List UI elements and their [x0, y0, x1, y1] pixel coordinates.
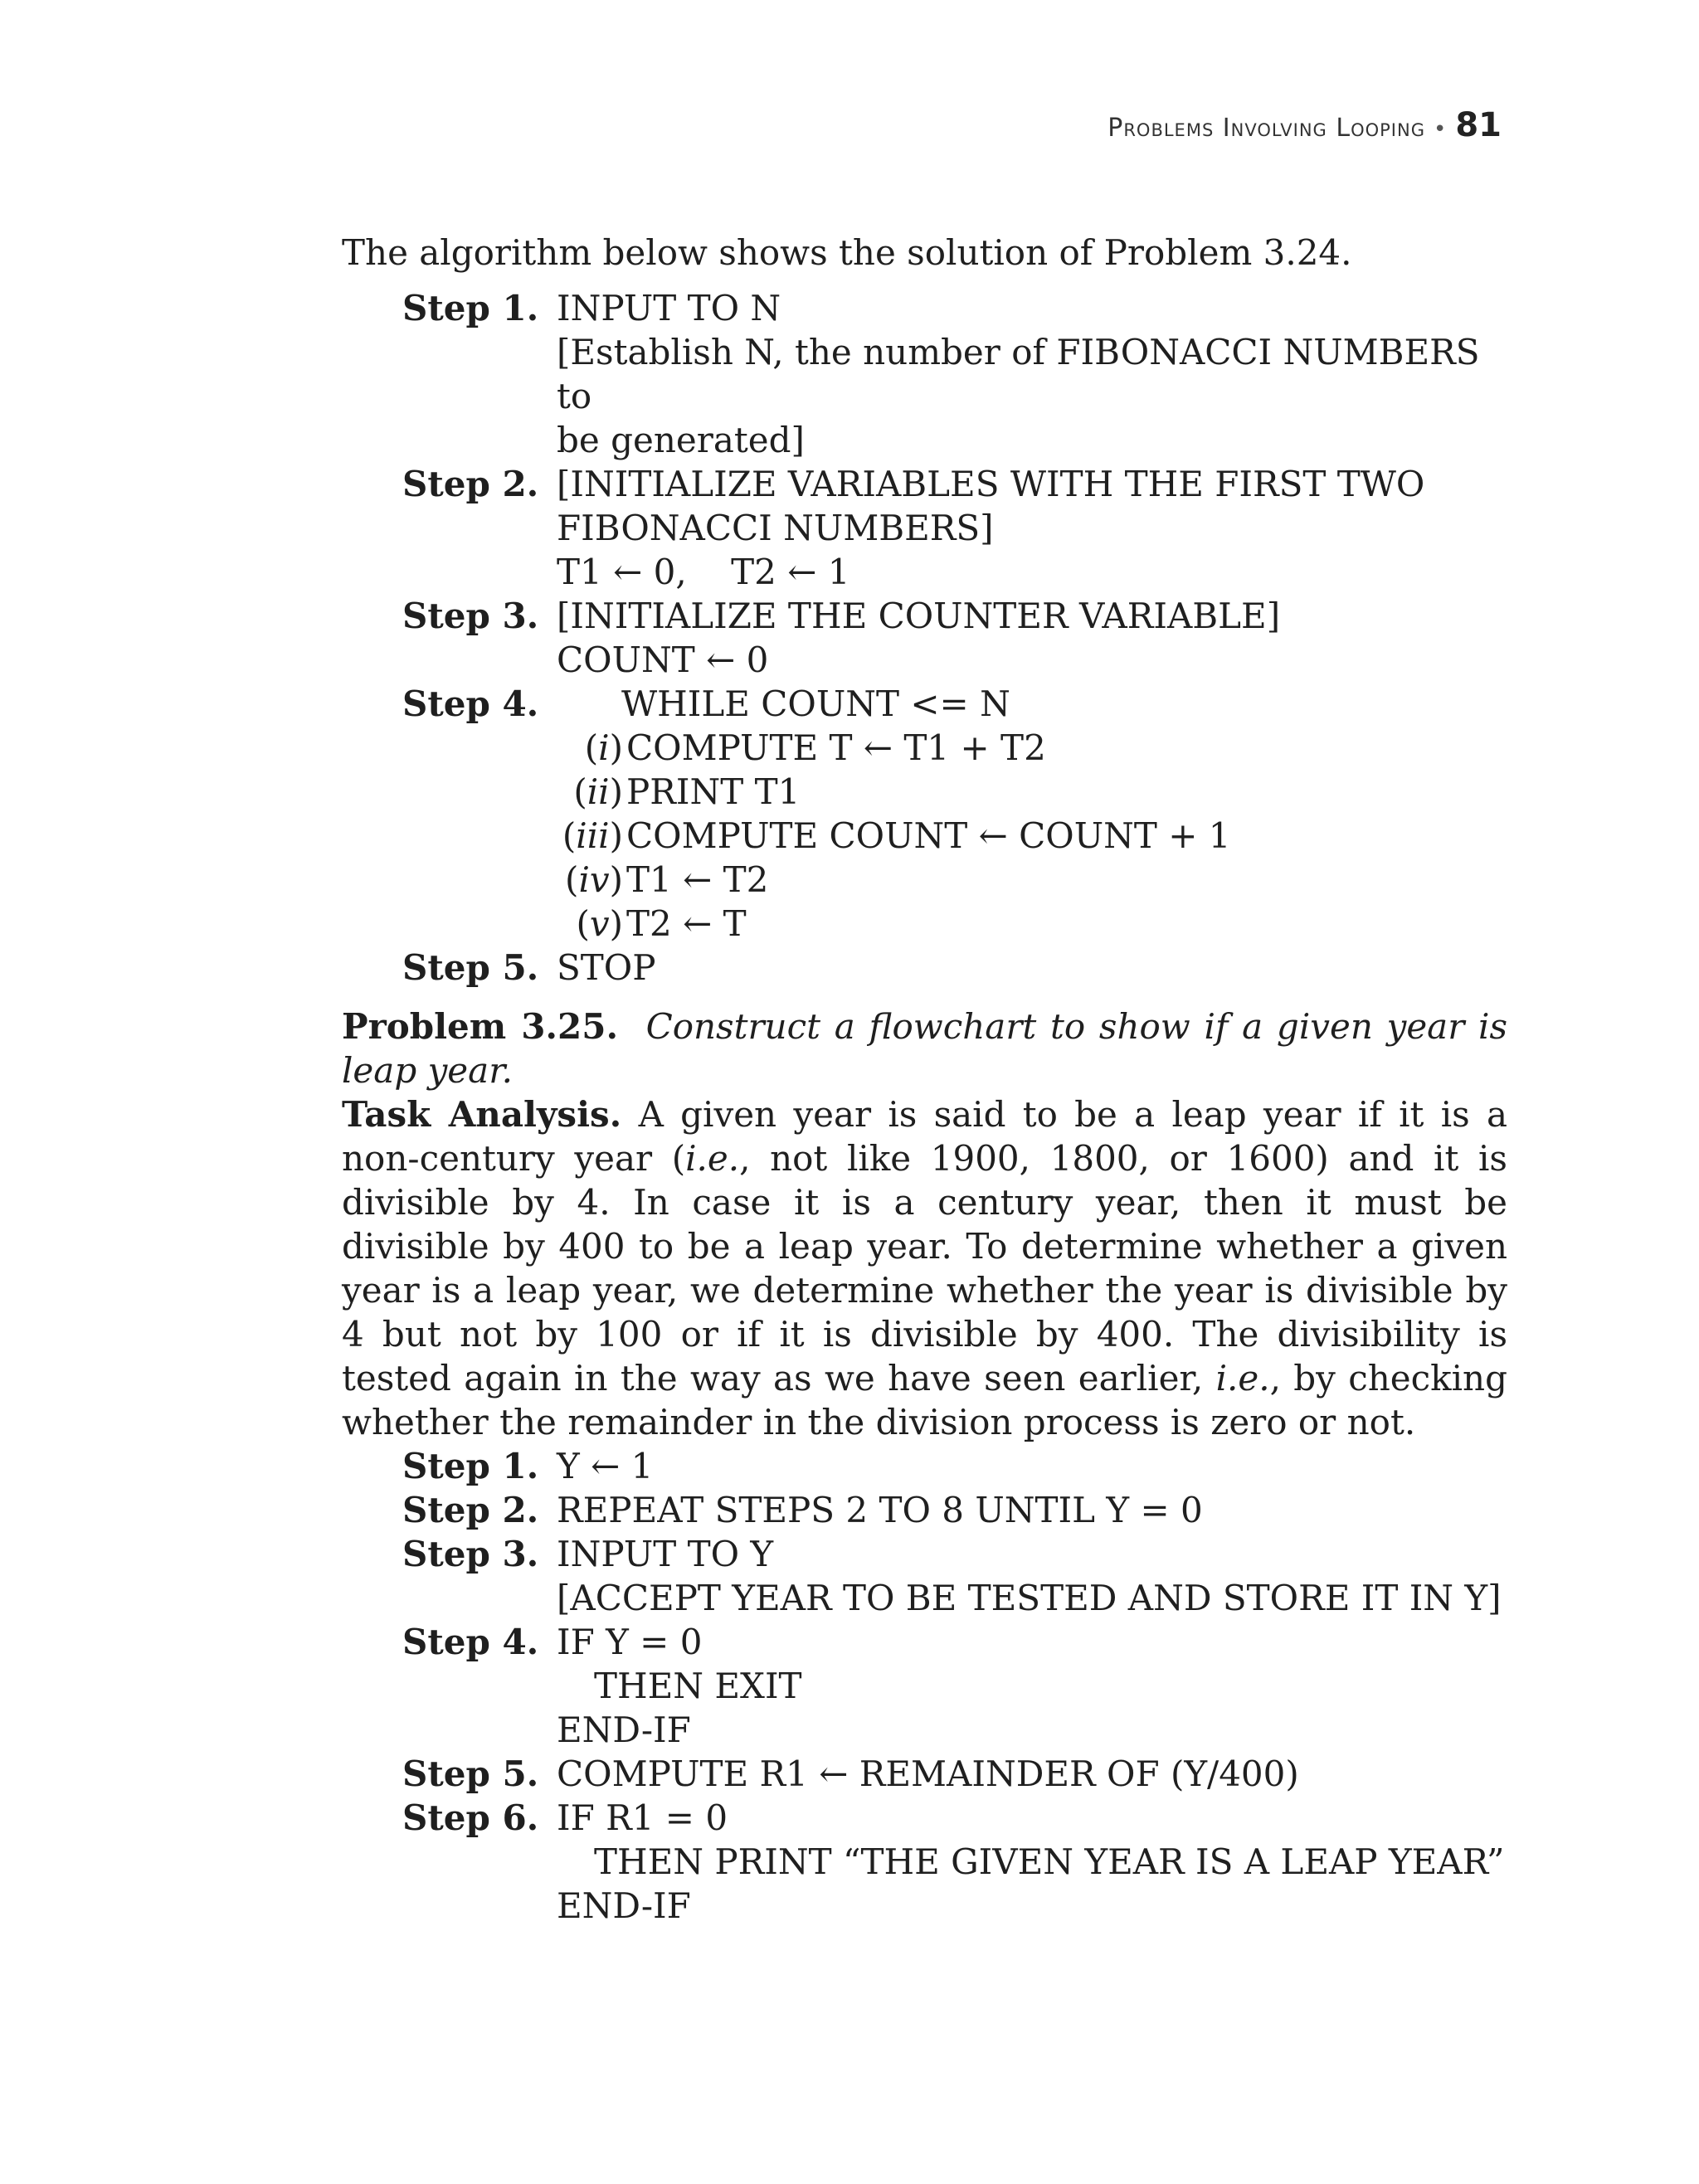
- step-line: END-IF: [557, 1885, 691, 1926]
- problem-label: Problem 3.25.: [342, 1006, 619, 1047]
- step-label: Step 3.: [402, 596, 539, 636]
- step-line: [Establish N, the number of FIBONACCI NUMBERS to: [557, 332, 1480, 416]
- ie-abbrev: i.e.: [1215, 1358, 1270, 1398]
- while-line: WHILE COUNT <= N: [621, 683, 1010, 724]
- algo1-step-1: [402, 286, 1507, 462]
- sub-step-text: PRINT T1: [626, 771, 801, 812]
- sub-step-marker: (i): [584, 727, 623, 768]
- step-label: Step 4.: [402, 683, 539, 724]
- sub-step: [557, 726, 1507, 770]
- step-label: Step 2.: [402, 464, 539, 504]
- step-line: FIBONACCI NUMBERS]: [557, 508, 994, 548]
- algo2-step-5: [402, 1752, 1507, 1796]
- step-label: Step 6.: [402, 1797, 539, 1838]
- running-head: [1108, 106, 1502, 144]
- step-line: Y ← 1: [557, 1446, 654, 1486]
- roman-numeral: v: [589, 903, 610, 944]
- sub-step-text: COMPUTE T ← T1 + T2: [626, 727, 1046, 768]
- task-text: , by checking whether the remainder in the division process is zero or not.: [342, 1358, 1507, 1442]
- algo2-step-1: [402, 1444, 1507, 1488]
- step-line: IF Y = 0: [557, 1622, 703, 1662]
- roman-numeral: i: [598, 727, 610, 768]
- step-text: [557, 1796, 1507, 1928]
- step-text: [557, 286, 1507, 462]
- intro-paragraph: The algorithm below shows the solution of Problem 3.24.: [342, 232, 1352, 273]
- algo1-step-2: [402, 462, 1507, 594]
- step-label: Step 3.: [402, 1534, 539, 1574]
- sub-step-marker: (v): [576, 903, 623, 944]
- step-label: Step 1.: [402, 288, 539, 328]
- running-title: Problems Involving Looping: [1108, 114, 1425, 143]
- page-number: 81: [1455, 106, 1502, 144]
- step-line: INPUT TO N: [557, 288, 781, 328]
- step-text: [557, 1488, 1507, 1532]
- step-line: INPUT TO Y: [557, 1534, 774, 1574]
- step-line: be generated]: [557, 420, 805, 460]
- step-text: [557, 1752, 1507, 1796]
- step-text: [557, 594, 1507, 682]
- step-label: Step 4.: [402, 1622, 539, 1662]
- step-line: THEN EXIT: [594, 1666, 802, 1706]
- task-analysis-paragraph: [342, 1092, 1507, 1444]
- algo1-step-4: [402, 682, 1507, 946]
- task-analysis-label: Task Analysis.: [342, 1094, 622, 1135]
- sub-step-text: T1 ← T2: [626, 859, 769, 900]
- step-line: REPEAT STEPS 2 TO 8 UNTIL Y = 0: [557, 1490, 1203, 1530]
- step-text: [557, 1444, 1507, 1488]
- sub-step: [557, 770, 1507, 814]
- step-text: [557, 462, 1507, 594]
- algo1-step-5: [402, 946, 1507, 990]
- step-text: [557, 1532, 1507, 1620]
- step-text: [557, 946, 1507, 990]
- algo2-step-6: [402, 1796, 1507, 1928]
- algo2-step-2: [402, 1488, 1507, 1532]
- sub-step-text: T2 ← T: [626, 903, 747, 944]
- sub-step-text: COMPUTE COUNT ← COUNT + 1: [626, 815, 1231, 856]
- ie-abbrev: i.e.: [685, 1138, 740, 1179]
- step-line: STOP: [557, 947, 656, 988]
- step-line: [INITIALIZE THE COUNTER VARIABLE]: [557, 596, 1281, 636]
- roman-numeral: iii: [576, 815, 610, 856]
- roman-numeral: iv: [578, 859, 610, 900]
- algo2-step-4: [402, 1620, 1507, 1752]
- sub-step: [557, 814, 1507, 858]
- step-line: THEN PRINT “THE GIVEN YEAR IS A LEAP YEAR”: [594, 1841, 1505, 1882]
- step-line: T1 ← 0, T2 ← 1: [557, 552, 850, 592]
- sub-step-marker: (iv): [565, 859, 623, 900]
- step-label: Step 5.: [402, 1754, 539, 1794]
- roman-numeral: ii: [587, 771, 610, 812]
- step-label: Step 2.: [402, 1490, 539, 1530]
- algo2-step-3: [402, 1532, 1507, 1620]
- step-line: END-IF: [557, 1710, 691, 1750]
- step-label: Step 1.: [402, 1446, 539, 1486]
- leap-year-algorithm: [402, 1444, 1507, 1928]
- problem-statement: [342, 1004, 1507, 1092]
- step-line: COMPUTE R1 ← REMAINDER OF (Y/400): [557, 1754, 1299, 1794]
- problem-text: Construct a flowchart to show if a given year is leap year.: [342, 1006, 1508, 1091]
- header-bullet: •: [1433, 117, 1448, 142]
- task-text: , not like 1900, 1800, or 1600) and it is divisible by 4. In case it is a century year, then it must be divisible by 400 to be a leap year. To determine whether a given year is a leap year, we determine whether the year is divisible by 4 but not by 100 or if it is divisible by 400. The divisibility is tested again in the way as we have seen earlier,: [342, 1138, 1507, 1398]
- sub-step-marker: (ii): [573, 771, 623, 812]
- fibonacci-algorithm: [402, 286, 1507, 990]
- step-line: COUNT ← 0: [557, 640, 769, 680]
- task-text: A given year is said to be a leap year if it is a non-century year (: [342, 1094, 1507, 1179]
- sub-step: [557, 902, 1507, 946]
- algo1-step-3: [402, 594, 1507, 682]
- step-label: Step 5.: [402, 947, 539, 988]
- page-body: [342, 231, 1507, 1943]
- step-line: [INITIALIZE VARIABLES WITH THE FIRST TWO: [557, 464, 1425, 504]
- sub-step: [557, 858, 1507, 902]
- step-text: [557, 682, 1507, 946]
- step-line: IF R1 = 0: [557, 1797, 728, 1838]
- step-line: [ACCEPT YEAR TO BE TESTED AND STORE IT IN Y]: [557, 1578, 1502, 1618]
- step-text: [557, 1620, 1507, 1752]
- sub-step-marker: (iii): [562, 815, 623, 856]
